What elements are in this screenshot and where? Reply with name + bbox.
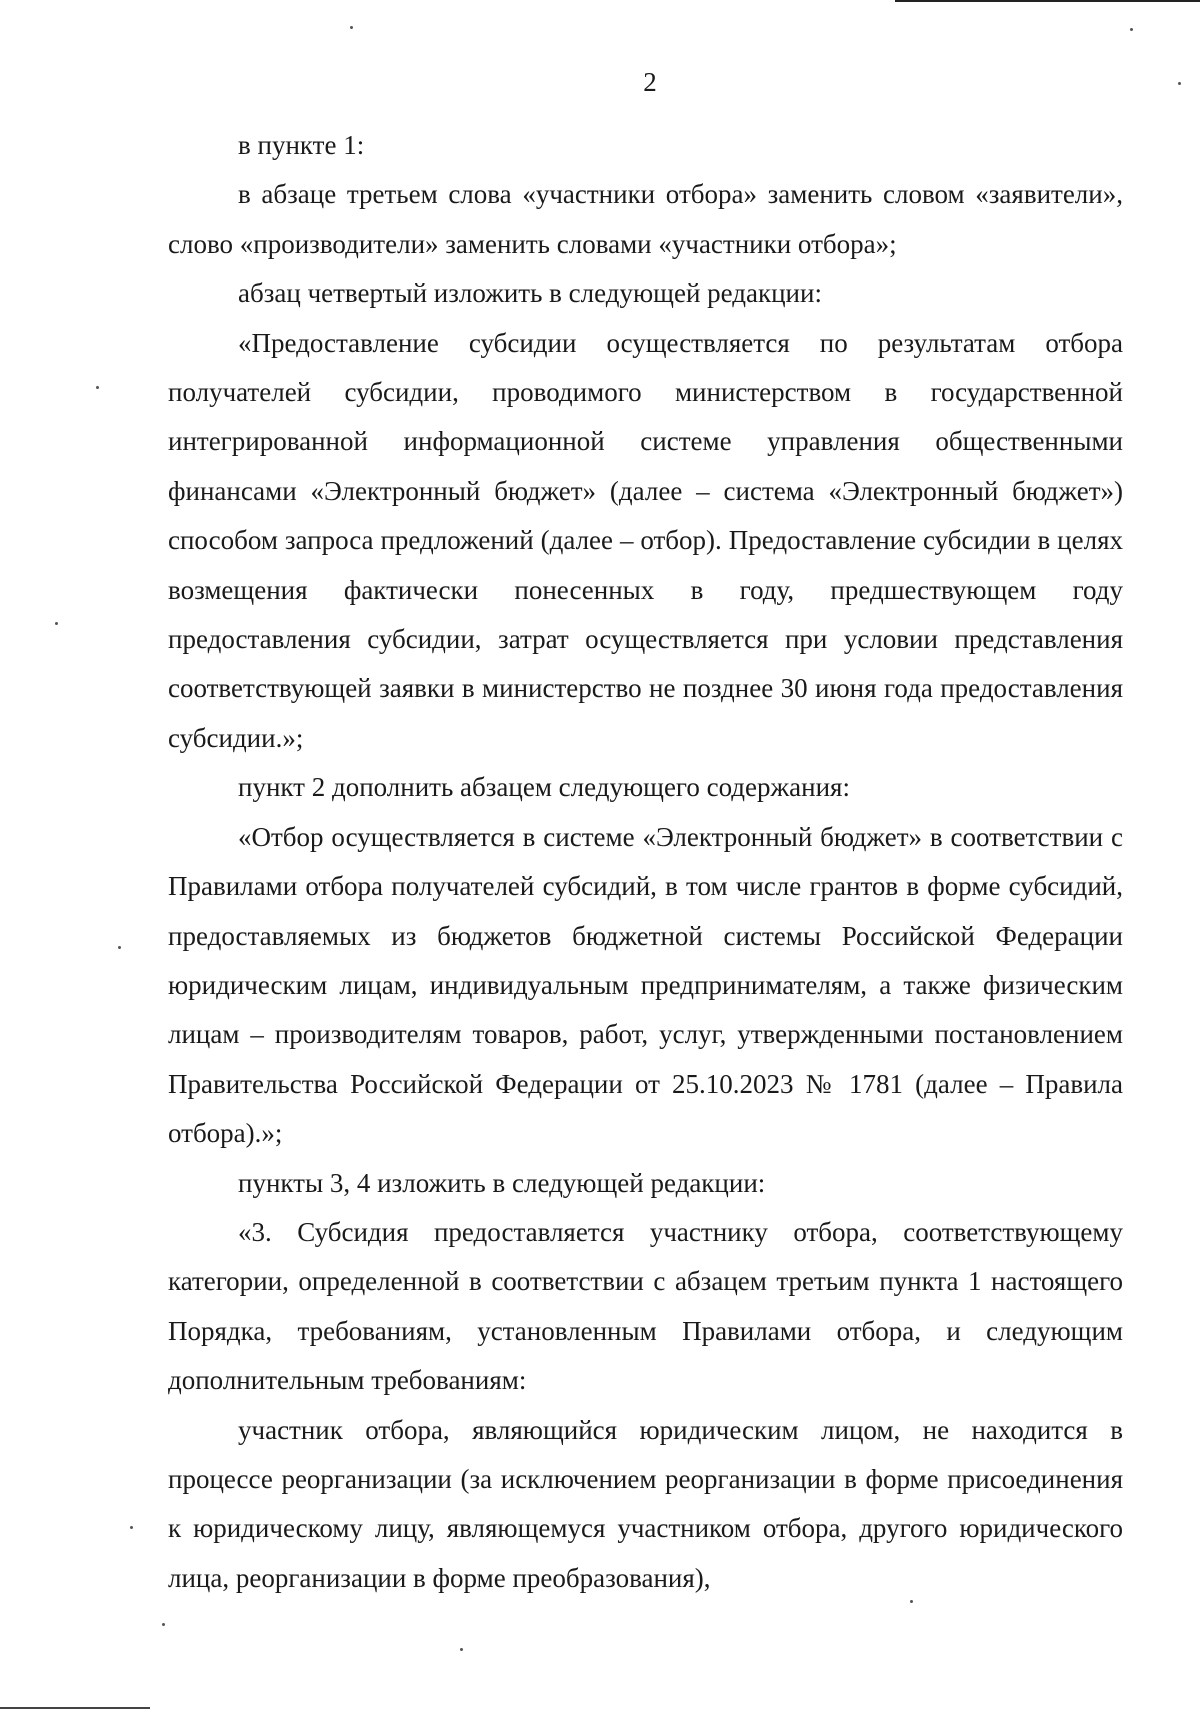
scan-speck (96, 386, 99, 389)
paragraph-7: пункты 3, 4 изложить в следующей редакции: (238, 1167, 766, 1198)
paragraph-2: в абзаце третьем слова «участники отбора» заменить словом «заявители», слово «производители» заменить словами «участники отбора»; (168, 179, 1123, 259)
bottom-edge-line (0, 1707, 150, 1709)
paragraph-3: абзац четвертый изложить в следующей редакции: (238, 278, 822, 309)
scan-speck (910, 1600, 913, 1603)
scan-speck (460, 1648, 463, 1651)
document-body (168, 121, 1123, 1603)
scan-speck (55, 622, 58, 625)
scan-speck (162, 1623, 165, 1626)
paragraph-1: в пункте 1: (238, 130, 365, 160)
scan-speck (1130, 28, 1133, 31)
scan-speck (130, 1526, 133, 1529)
scan-speck (118, 946, 121, 949)
paragraph-6: «Отбор осуществляется в системе «Электронный бюджет» в соответствии с Правилами отбора получателей субсидий, в том числе грантов в форме субсидий, предоставляемых из бюджетов бюджетной системы Российской Федерации юридическим лицам, индивидуальным предпринимателям, а также физическим лицам – производителям товаров, работ, услуг, утвержденными постановлением Правительства Российской Федерации от 25.10.2023 № 1781 (далее – Правила отбора).»; (168, 821, 1123, 1149)
paragraph-4: «Предоставление субсидии осуществляется по результатам отбора получателей субсидии, проводимого министерством в государственной интегрированной информационной системе управления общественными финансами «Электронный бюджет» (далее – система «Электронный бюджет») способом запроса предложений (далее – отбор). Предоставление субсидии в целях возмещения фактически понесенных в году, предшествующем году предоставления субсидии, затрат осуществляется при условии представления соответствующей заявки в министерство не позднее 30 июня года предоставления субсидии.»; (168, 327, 1123, 753)
paragraph-5: пункт 2 дополнить абзацем следующего содержания: (238, 772, 850, 803)
scan-speck (350, 26, 353, 29)
top-edge-line (895, 0, 1200, 2)
scan-speck (1178, 82, 1181, 85)
paragraph-8: «3. Субсидия предоставляется участнику отбора, соответствующему категории, определенной в соответствии с абзацем третьим пункта 1 настоящего Порядка, требованиям, установленным Правилами отбора, и следующим дополнительным требованиям: (168, 1216, 1123, 1396)
page-number: 2 (643, 67, 657, 97)
paragraph-9: участник отбора, являющийся юридическим лицом, не находится в процессе реорганизации (за исключением реорганизации в форме присоединения к юридическому лицу, являющемуся участником отбора, другого юридического лица, реорганизации в форме преобразования), (168, 1414, 1123, 1593)
